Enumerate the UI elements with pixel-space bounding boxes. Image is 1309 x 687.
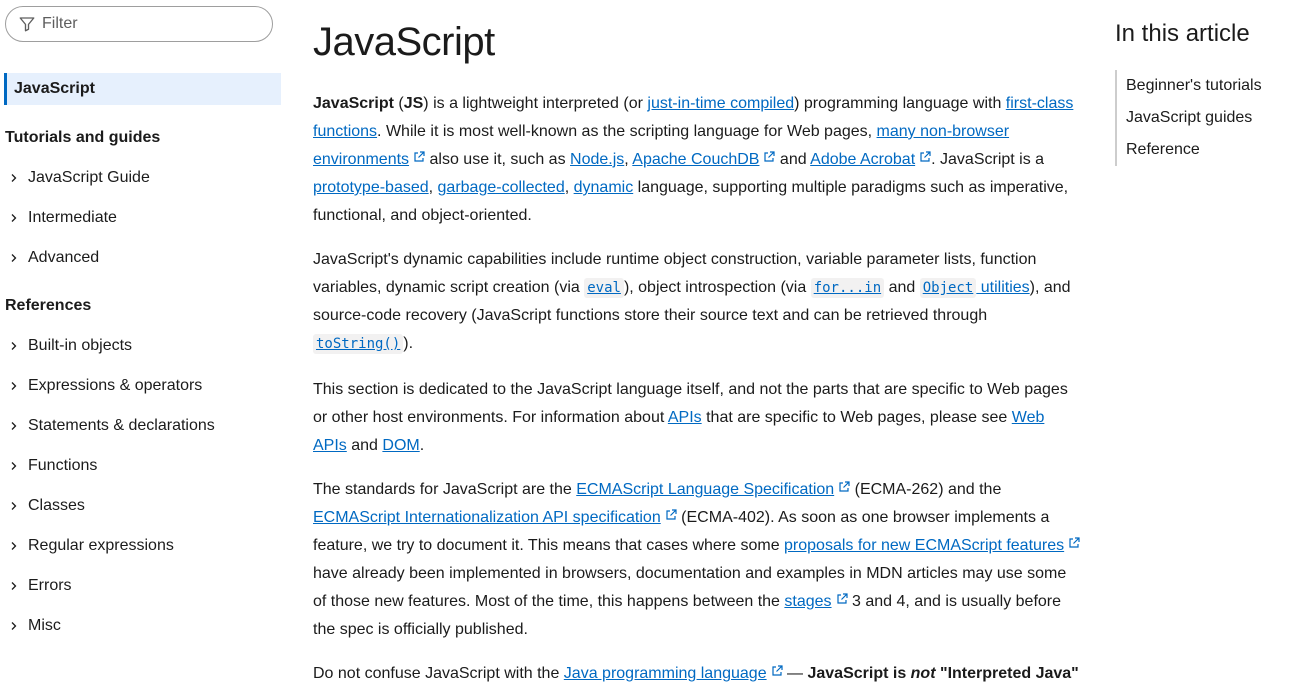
sidebar-item-built-in-objects[interactable] (9, 334, 132, 358)
text: (ECMA-402). As soon as one browser implements a feature, we try to document it. This means that cases where some (313, 509, 1050, 554)
sidebar-item-intermediate[interactable] (9, 206, 117, 230)
link-apache-couchdb[interactable]: Apache CouchDB (632, 151, 760, 168)
toc-list (1115, 70, 1295, 166)
code-object: Object (920, 278, 977, 298)
sidebar-item-regular-expressions[interactable] (9, 534, 174, 558)
sidebar-heading-tutorials: Tutorials and guides (5, 129, 161, 146)
text: also use it, such as (425, 151, 571, 168)
external-link-icon (1068, 537, 1080, 549)
sidebar-item-functions[interactable] (9, 454, 97, 478)
sidebar-item-label: Functions (28, 457, 98, 474)
link-adobe-acrobat[interactable]: Adobe Acrobat (810, 151, 916, 168)
chevron-right-icon (9, 541, 19, 551)
link-java[interactable]: Java programming language (563, 665, 767, 682)
chevron-right-icon (9, 621, 19, 631)
toc-item-javascript-guides[interactable]: JavaScript guides (1126, 109, 1253, 126)
text: ), object introspection (via (623, 279, 811, 296)
text: and (346, 437, 383, 454)
intro-paragraph (313, 90, 1081, 230)
sidebar-item-label: Classes (28, 497, 85, 514)
sidebar-heading-references: References (5, 297, 92, 314)
page-title: JavaScript (313, 20, 495, 64)
text: ( (393, 95, 404, 112)
sidebar-item-errors[interactable] (9, 574, 72, 598)
chevron-right-icon (9, 581, 19, 591)
chevron-right-icon (9, 253, 19, 263)
sidebar-item-label: Built-in objects (28, 337, 133, 354)
external-link-icon (836, 593, 848, 605)
chevron-right-icon (9, 501, 19, 511)
code-for-in: for...in (811, 278, 884, 298)
text: The standards for JavaScript are the (313, 481, 577, 498)
text: , (624, 151, 633, 168)
bold-text: "Interpreted Java" (935, 665, 1079, 682)
text: JavaScript's dynamic capabilities include runtime object construction, variable parameter lists, function variables, dynamic script creation (via (313, 251, 1037, 296)
text: This section is dedicated to the JavaScript language itself, and not the parts that are specific to Web pages or other host environments. For information about (313, 381, 1068, 426)
link-jit-compiled[interactable]: just-in-time compiled (647, 95, 795, 112)
chevron-right-icon (9, 341, 19, 351)
chevron-right-icon (9, 213, 19, 223)
link-ecmascript-intl-spec[interactable]: ECMAScript Internationalization API specification (313, 509, 661, 526)
text: , (428, 179, 438, 196)
bold-text: JavaScript is (807, 665, 911, 682)
text: ), and source-code recovery (JavaScript functions store their source text and can be retrieved through (313, 279, 1071, 324)
link-non-browser-environments[interactable]: many non-browser environments (313, 123, 1010, 168)
link-for-in[interactable] (811, 279, 884, 296)
table-of-contents (1115, 20, 1305, 158)
sidebar (0, 0, 290, 687)
text: and (775, 151, 811, 168)
js-abbr: JS (403, 95, 424, 112)
text: — (782, 665, 808, 682)
sidebar-item-javascript-guide[interactable] (9, 166, 150, 190)
sidebar-item-label: JavaScript Guide (28, 169, 150, 186)
chevron-right-icon (9, 381, 19, 391)
sidebar-item-label: Expressions & operators (28, 377, 203, 394)
code-tostring: toString() (313, 334, 403, 354)
standards-paragraph (313, 476, 1081, 644)
text: 3 and 4, and is usually before the spec is officially published. (313, 593, 1062, 638)
sidebar-item-label: Errors (28, 577, 72, 594)
sidebar-item-advanced[interactable] (9, 246, 99, 270)
link-object-utilities[interactable] (920, 279, 1030, 296)
external-link-icon (771, 665, 783, 677)
link-stages[interactable]: stages (784, 593, 832, 610)
link-apis[interactable]: APIs (667, 409, 702, 426)
sidebar-item-javascript[interactable]: JavaScript (4, 73, 281, 105)
sidebar-item-statements-declarations[interactable] (9, 414, 215, 438)
text: and (884, 279, 920, 296)
text: language, supporting multiple paradigms such as imperative, functional, and object-oriented. (313, 179, 1069, 224)
link-dynamic[interactable]: dynamic (573, 179, 634, 196)
text: that are specific to Web pages, please see (701, 409, 1012, 426)
link-web-apis[interactable]: Web APIs (313, 409, 1045, 454)
scope-paragraph (313, 376, 1081, 460)
link-ecmascript-spec[interactable]: ECMAScript Language Specification (576, 481, 835, 498)
text: . (419, 437, 425, 454)
text: . JavaScript is a (931, 151, 1045, 168)
external-link-icon (665, 509, 677, 521)
link-prototype-based[interactable]: prototype-based (313, 179, 429, 196)
external-link-icon (763, 151, 775, 163)
text: (ECMA-262) and the (850, 481, 1002, 498)
text: , (564, 179, 574, 196)
link-proposals[interactable]: proposals for new ECMAScript features (784, 537, 1065, 554)
link-eval[interactable] (584, 279, 624, 296)
toc-item-reference[interactable]: Reference (1126, 141, 1200, 158)
filter-placeholder: Filter (42, 15, 78, 32)
capabilities-paragraph (313, 246, 1081, 358)
link-dom[interactable]: DOM (382, 437, 420, 454)
text: Do not confuse JavaScript with the (313, 665, 564, 682)
text: ) programming language with (794, 95, 1006, 112)
chevron-right-icon (9, 421, 19, 431)
sidebar-item-misc[interactable] (9, 614, 61, 638)
link-utilities-text: utilities (976, 279, 1030, 296)
external-link-icon (919, 151, 931, 163)
text: . While it is most well-known as the scripting language for Web pages, (377, 123, 877, 140)
link-garbage-collected[interactable]: garbage-collected (437, 179, 565, 196)
toc-item-beginners-tutorials[interactable]: Beginner's tutorials (1126, 77, 1262, 94)
sidebar-item-label: Statements & declarations (28, 417, 215, 434)
filter-input[interactable] (5, 6, 273, 42)
sidebar-item-expressions-operators[interactable] (9, 374, 202, 398)
sidebar-item-classes[interactable] (9, 494, 85, 518)
chevron-right-icon (9, 461, 19, 471)
java-confusion-paragraph (313, 660, 1081, 687)
external-link-icon (838, 481, 850, 493)
code-eval: eval (584, 278, 624, 298)
link-first-class-functions[interactable]: first-class functions (313, 95, 1074, 140)
text: ) is a lightweight interpreted (or (423, 95, 648, 112)
js-bold: JavaScript (313, 95, 394, 112)
link-nodejs[interactable]: Node.js (570, 151, 625, 168)
sidebar-item-label: Misc (28, 617, 61, 634)
filter-icon (18, 15, 36, 33)
external-link-icon (413, 151, 425, 163)
toc-title: In this article (1115, 20, 1250, 47)
sidebar-item-label: Intermediate (28, 209, 117, 226)
text: have already been implemented in browsers, documentation and examples in MDN articles may use some of those new features. Most of the time, this happens between the (313, 565, 1067, 610)
italic-not: not (910, 665, 936, 682)
sidebar-item-label: Advanced (28, 249, 100, 266)
chevron-right-icon (9, 173, 19, 183)
link-tostring[interactable] (313, 335, 403, 352)
sidebar-item-label: Regular expressions (28, 537, 174, 554)
text: ). (403, 335, 414, 352)
